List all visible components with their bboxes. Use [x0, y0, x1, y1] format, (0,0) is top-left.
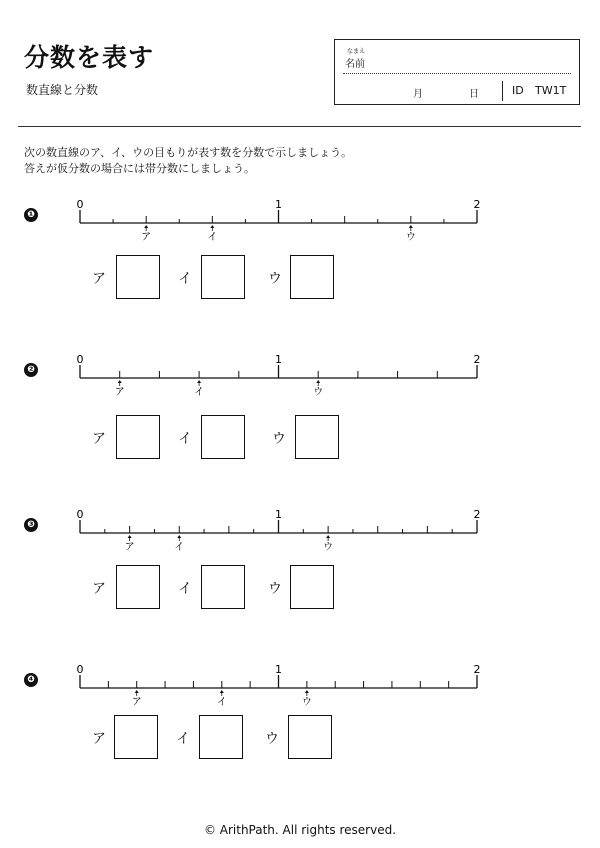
- marker-label: ウ: [405, 232, 416, 243]
- answer-box[interactable]: [295, 415, 339, 459]
- number-line: [0, 195, 600, 255]
- axis-label-1: 1: [275, 353, 282, 366]
- marker-arrowhead: [118, 380, 122, 383]
- number-line: [0, 350, 600, 410]
- answer-label: イ: [178, 581, 192, 597]
- answer-box[interactable]: [288, 715, 332, 759]
- answer-label: ア: [92, 581, 106, 597]
- axis-label-2: 2: [473, 353, 481, 366]
- worksheet-title: 分数を表す: [24, 43, 155, 72]
- name-dotted-line: [343, 73, 571, 74]
- answer-label: ア: [92, 731, 106, 747]
- problem-1: [0, 195, 600, 315]
- answer-box[interactable]: [290, 255, 334, 299]
- problem-number: ❷: [24, 363, 38, 377]
- axis-label-2: 2: [473, 663, 481, 676]
- day-label: 日: [469, 89, 479, 100]
- marker-arrowhead: [326, 535, 330, 538]
- number-line: [0, 505, 600, 565]
- marker-label: ア: [131, 697, 142, 708]
- marker-arrowhead: [220, 690, 224, 693]
- marker-label: ア: [114, 387, 125, 398]
- problem-number: ❹: [24, 673, 38, 687]
- month-label: 月: [413, 89, 423, 100]
- header-divider: [18, 126, 581, 127]
- name-date-id-box: [334, 39, 580, 105]
- problem-4: [0, 660, 600, 780]
- problem-2: [0, 350, 600, 470]
- axis-label-1: 1: [275, 198, 282, 211]
- number-line: [0, 660, 600, 720]
- problem-number: ❶: [24, 208, 38, 222]
- instruction-line: 答えが仮分数の場合には帯分数にしましょう。: [24, 162, 255, 175]
- instructions: [24, 145, 352, 177]
- name-label: 名前: [345, 59, 365, 70]
- marker-label: ウ: [323, 542, 334, 553]
- answer-box[interactable]: [201, 255, 245, 299]
- axis-label-0: 0: [76, 198, 84, 211]
- answer-label: ウ: [268, 581, 282, 597]
- axis-label-1: 1: [275, 663, 282, 676]
- answer-label: ウ: [272, 431, 286, 447]
- answer-box[interactable]: [201, 565, 245, 609]
- marker-arrowhead: [128, 535, 132, 538]
- name-ruby: なまえ: [347, 48, 366, 55]
- marker-arrowhead: [144, 225, 148, 228]
- id-separator: [502, 81, 503, 101]
- marker-arrowhead: [305, 690, 309, 693]
- marker-label: ア: [141, 232, 152, 243]
- answer-box[interactable]: [116, 415, 160, 459]
- marker-label: イ: [216, 697, 227, 708]
- marker-label: ア: [124, 542, 135, 553]
- marker-label: イ: [174, 542, 185, 553]
- answer-label: ウ: [268, 271, 282, 287]
- id-label: ID: [512, 84, 524, 97]
- answer-label: イ: [178, 271, 192, 287]
- axis-label-2: 2: [473, 198, 481, 211]
- instruction-line: 次の数直線のア、イ、ウの目もりが表す数を分数で示しましょう。: [24, 146, 353, 159]
- answer-box[interactable]: [116, 565, 160, 609]
- answer-label: ア: [92, 431, 106, 447]
- answer-label: イ: [176, 731, 190, 747]
- axis-label-0: 0: [76, 353, 84, 366]
- marker-arrowhead: [210, 225, 214, 228]
- answer-label: イ: [178, 431, 192, 447]
- marker-label: イ: [194, 387, 205, 398]
- marker-arrowhead: [409, 225, 413, 228]
- marker-arrowhead: [197, 380, 201, 383]
- worksheet-subtitle: 数直線と分数: [26, 83, 99, 97]
- copyright-footer: © ArithPath. All rights reserved.: [203, 823, 397, 837]
- axis-label-0: 0: [76, 663, 84, 676]
- answer-box[interactable]: [290, 565, 334, 609]
- id-value: TW1T: [535, 84, 567, 97]
- answer-label: ウ: [265, 731, 279, 747]
- marker-label: イ: [207, 232, 218, 243]
- marker-arrowhead: [135, 690, 139, 693]
- axis-label-2: 2: [473, 508, 481, 521]
- answer-label: ア: [92, 271, 106, 287]
- answer-box[interactable]: [199, 715, 243, 759]
- problem-3: [0, 505, 600, 625]
- marker-label: ウ: [301, 697, 312, 708]
- axis-label-1: 1: [275, 508, 282, 521]
- answer-box[interactable]: [116, 255, 160, 299]
- marker-arrowhead: [316, 380, 320, 383]
- problem-number: ❸: [24, 518, 38, 532]
- answer-box[interactable]: [201, 415, 245, 459]
- answer-box[interactable]: [114, 715, 158, 759]
- axis-label-0: 0: [76, 508, 84, 521]
- marker-label: ウ: [313, 387, 324, 398]
- marker-arrowhead: [177, 535, 181, 538]
